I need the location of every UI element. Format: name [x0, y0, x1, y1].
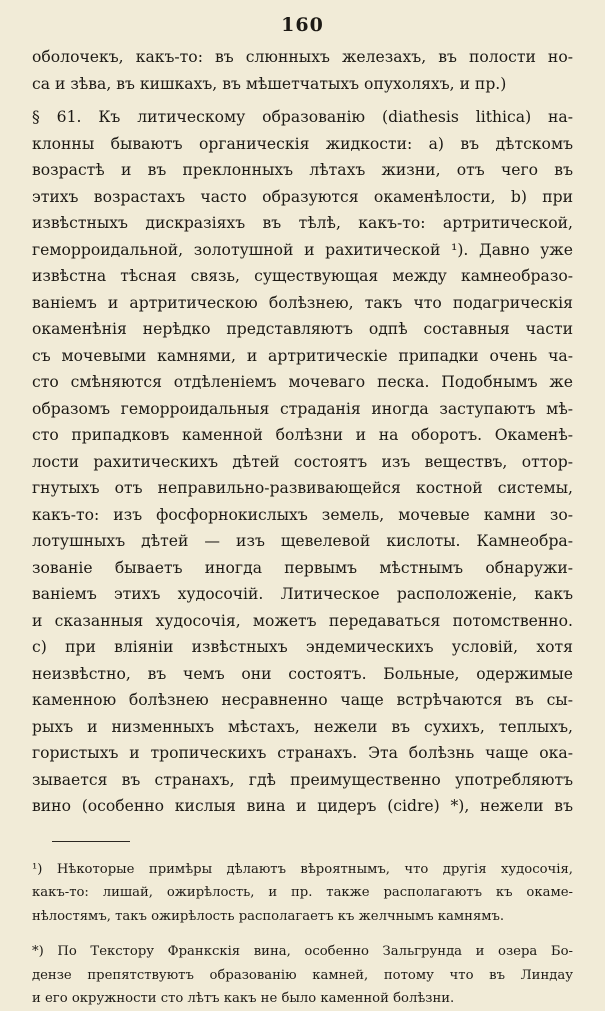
- text-line: извѣстныхъ дискразіяхъ въ тѣлѣ, какъ-то: артритической,: [32, 214, 573, 232]
- text-line: c) при вліяніи извѣстныхъ эндемическихъ условій, хотя: [32, 638, 573, 656]
- footnote-2: [32, 940, 573, 1011]
- text-line: неизвѣстно, въ чемъ они состоятъ. Больные, одержимые: [32, 664, 573, 683]
- text-line: клонны бываютъ органическія жидкости: a) въ дѣтскомъ: [32, 134, 573, 153]
- text-line: сто смѣняются отдѣленіемъ мочеваго песка. Подобнымъ же: [32, 373, 573, 391]
- text-line: каменною болѣзнею несравненно чаще встрѣчаются въ сы-: [32, 691, 573, 709]
- text-line: и сказанныя худосочія, можетъ передаваться потомственно.: [32, 611, 573, 630]
- text-line: извѣстна тѣсная связь, существующая между камнеобразо-: [32, 267, 573, 285]
- text-line: зывается въ странахъ, гдѣ преимущественно употребляютъ: [32, 770, 573, 789]
- text-line: лости рахитическихъ дѣтей состоятъ изъ веществъ, оттор-: [32, 452, 573, 471]
- text-line: какъ-то: изъ фосфорнокислыхъ земель, мочевые камни зо-: [32, 505, 573, 524]
- text-line: этихъ возрастахъ часто образуются окаменѣлости, b) при: [32, 187, 573, 206]
- text-line: зованіе бываетъ иногда первымъ мѣстнымъ обнаружи-: [32, 558, 573, 577]
- footnote-line: нѣлостямъ, такъ ожирѣлость располагаетъ къ желчнымъ камнямъ.: [32, 908, 505, 924]
- text-line: ваніемъ и артритическою болѣзнею, такъ что подагрическія: [32, 293, 573, 312]
- text-line: гнутыхъ отъ неправильно-развивающейся костной системы,: [32, 479, 573, 497]
- paragraph-continuation: [32, 44, 573, 97]
- text-line: образомъ геморроидальныя страданія иногда заступаютъ мѣ-: [32, 399, 573, 418]
- footnote-1: [32, 858, 573, 929]
- footnote-divider: [52, 841, 130, 842]
- paragraph-section-61: [32, 104, 573, 820]
- footnote-line: *) По Текстору Франкскія вина, особенно Зальгрунда и озера Бо-: [32, 944, 573, 959]
- text-line: возрастѣ и въ преклонныхъ лѣтахъ жизни, отъ чего въ: [32, 161, 573, 179]
- page-number: 160: [281, 14, 324, 36]
- text-line: лотушныхъ дѣтей — изъ щевелевой кислоты. Камнеобра-: [32, 532, 573, 550]
- text-line: рыхъ и низменныхъ мѣстахъ, нежели въ сухихъ, теплыхъ,: [32, 717, 573, 736]
- text-line: сто припадковъ каменной болѣзни и на оборотъ. Окаменѣ-: [32, 426, 573, 444]
- text-line: вино (особенно кислыя вина и цидеръ (cidre) *), нежели въ: [32, 797, 573, 815]
- footnote-line: и его окружности сто лѣтъ какъ не было каменной болѣзни.: [32, 991, 455, 1006]
- text-line: оболочекъ, какъ-то: въ слюнныхъ железахъ, въ полости но-: [32, 48, 573, 66]
- text-line: са и зѣва, въ кишкахъ, въ мѣшетчатыхъ опухоляхъ, и пр.): [32, 74, 507, 93]
- text-line: съ мочевыми камнями, и артритическіе припадки очень ча-: [32, 346, 573, 365]
- text-line: ваніемъ этихъ худосочій. Литическое расположеніе, какъ: [32, 585, 573, 603]
- footnote-line: какъ-то: лишай, ожирѣлость, и пр. также располагаютъ къ окаме-: [32, 885, 573, 900]
- footnote-line: ¹) Нѣкоторые примѣры дѣлаютъ вѣроятнымъ, что другія худосочія,: [32, 861, 573, 877]
- text-line: гористыхъ и тропическихъ странахъ. Эта болѣзнь чаще ока-: [32, 744, 573, 762]
- text-line: § 61. Къ литическому образованію (diathesis lithica) на-: [32, 108, 573, 126]
- text-line: окаменѣнія нерѣдко представляютъ одпѣ составныя части: [32, 320, 573, 338]
- footnote-line: дензе препятствуютъ образованію камней, потому что въ Линдау: [32, 967, 573, 983]
- text-line: геморроидальной, золотушной и рахитической ¹). Давно уже: [32, 240, 573, 259]
